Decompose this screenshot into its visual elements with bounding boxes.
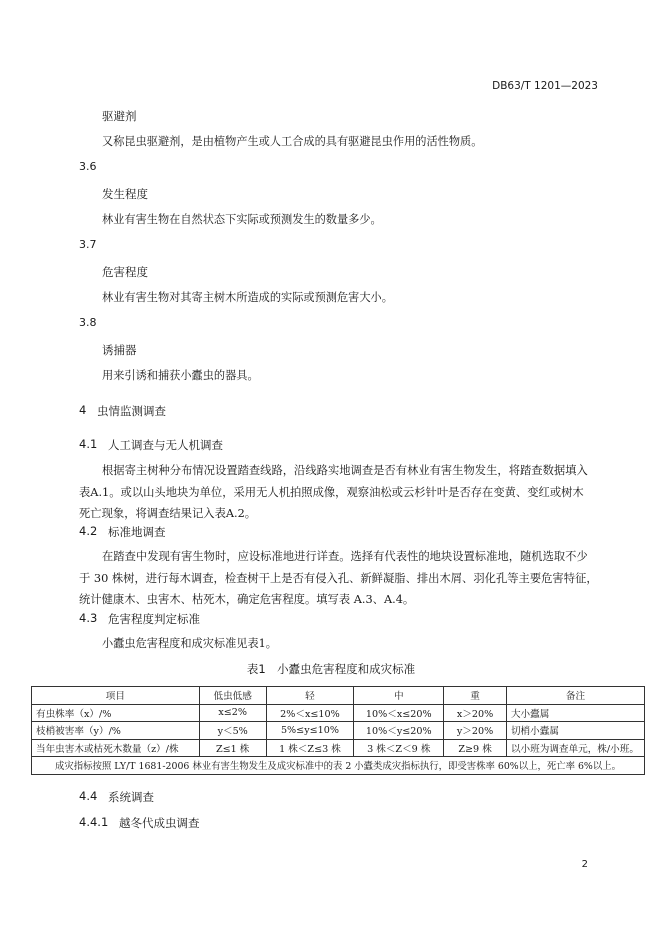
term-definition-occurrence: 林业有害生物在自然状态下实际或预测发生的数量多少。: [102, 213, 382, 226]
table-header-cell: 备注: [506, 687, 644, 705]
clause-title-4-1: 人工调查与无人机调查: [108, 438, 223, 452]
term-title-damage: 危害程度: [102, 265, 148, 279]
page-number: 2: [581, 859, 588, 870]
table-header-cell: 轻: [266, 687, 354, 705]
paragraph-4-2: [79, 546, 598, 611]
table-cell: y＞20%: [444, 722, 507, 740]
table-cell: x＞20%: [444, 704, 507, 722]
clause-number-4-2: 4.2: [79, 524, 98, 538]
table-cell: 2%＜x≤10%: [266, 704, 354, 722]
paragraph-4-1-line-1: 根据寄主树种分布情况设置踏查线路，沿线路实地调查是否有林业有害生物发生，将踏查数据填入: [102, 464, 588, 477]
clause-number-3-7: 3.7: [79, 238, 97, 251]
table-row: [32, 722, 645, 740]
clause-number-4-1: 4.1: [79, 437, 98, 451]
table-header-cell: 重: [444, 687, 507, 705]
table-cell: 大小蠹属: [506, 704, 644, 722]
table-caption: 表1 小蠹虫危害程度和成灾标准: [246, 662, 416, 676]
table-cell: 切梢小蠹属: [506, 722, 644, 740]
document-code: DB63/T 1201—2023: [492, 80, 598, 92]
paragraph-4-1-line-2: 表A.1。或以山头地块为单位，采用无人机拍照成像，观察油松或云杉针叶是否存在变黄、变红或树木: [79, 485, 584, 499]
paragraph-4-2-line-2: 于 30 株树，进行每木调查，检查树干上是否有侵入孔、新鲜凝脂、排出木屑、羽化孔等主要危害特征，: [79, 571, 598, 585]
clause-title-4-4-1: 越冬代成虫调查: [119, 816, 200, 830]
paragraph-4-2-line-1: 在踏查中发现有害生物时，应设标准地进行详查。选择有代表性的地块设置标准地，随机选取不少: [102, 550, 588, 563]
table-cell: 以小班为调查单元，株/小班。: [506, 739, 644, 757]
table-cell: 当年虫害木或枯死木数量（z）/株: [32, 739, 200, 757]
table-cell: 1 株＜Z≤3 株: [266, 739, 354, 757]
term-title-trap: 诱捕器: [102, 343, 137, 357]
clause-title-4-4: 系统调查: [108, 790, 154, 804]
table-cell: 10%＜y≤20%: [354, 722, 444, 740]
paragraph-4-3: 小蠹虫危害程度和成灾标准见表1。: [102, 637, 277, 650]
clause-number-4-4-1: 4.4.1: [79, 815, 109, 829]
table-footnote-row: [32, 757, 645, 775]
term-title-repellent: 驱避剂: [102, 109, 137, 123]
table-cell: 枝梢被害率（y）/%: [32, 722, 200, 740]
table-cell: 有虫株率（x）/%: [32, 704, 200, 722]
table-header-row: [32, 687, 645, 705]
paragraph-4-1-line-3: 死亡现象，将调查结果记入表A.2。: [79, 507, 257, 520]
damage-standard-table: [31, 686, 645, 775]
section-title-4: 虫情监测调查: [97, 404, 166, 418]
clause-number-3-6: 3.6: [79, 160, 97, 173]
table-cell: x≤2%: [199, 704, 266, 722]
table-cell: y＜5%: [199, 722, 266, 740]
table-header-cell: 低虫低感: [199, 687, 266, 705]
clause-title-4-3: 危害程度判定标准: [108, 612, 200, 626]
clause-number-4-4: 4.4: [79, 789, 98, 803]
section-number-4: 4: [79, 403, 87, 417]
term-definition-repellent: 又称昆虫驱避剂，是由植物产生或人工合成的具有驱避昆虫作用的活性物质。: [102, 135, 483, 148]
clause-number-3-8: 3.8: [79, 316, 97, 329]
clause-title-4-2: 标准地调查: [108, 525, 166, 539]
term-definition-damage: 林业有害生物对其寄主树木所造成的实际或预测危害大小。: [102, 291, 393, 304]
table-cell: 5%≤y≤10%: [266, 722, 354, 740]
table-header-cell: 项目: [32, 687, 200, 705]
table-footnote: 成灾指标按照 LY/T 1681-2006 林业有害生物发生及成灾标准中的表 2 小蠹类成灾指标执行，即受害株率 60%以上，死亡率 6%以上。: [32, 757, 645, 775]
table-cell: Z≥9 株: [444, 739, 507, 757]
term-definition-trap: 用来引诱和捕获小蠹虫的器具。: [102, 369, 259, 382]
clause-number-4-3: 4.3: [79, 611, 98, 625]
table-row: [32, 704, 645, 722]
paragraph-4-2-line-3: 统计健康木、虫害木、枯死木，确定危害程度。填写表 A.3、A.4。: [79, 593, 415, 606]
table-cell: 3 株＜Z＜9 株: [354, 739, 444, 757]
table-header-cell: 中: [354, 687, 444, 705]
term-title-occurrence: 发生程度: [102, 187, 148, 201]
table-cell: 10%＜x≤20%: [354, 704, 444, 722]
table-row: [32, 739, 645, 757]
paragraph-4-1: [79, 460, 588, 525]
table-cell: Z≤1 株: [199, 739, 266, 757]
